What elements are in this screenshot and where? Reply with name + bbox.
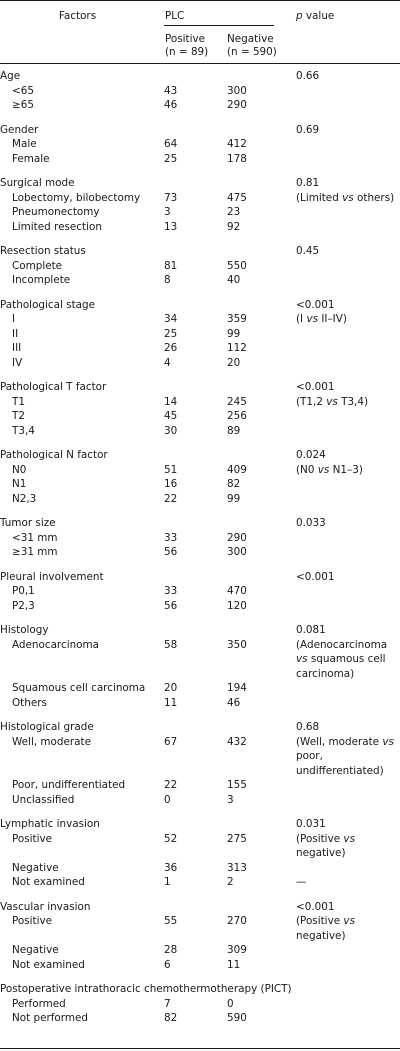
- factor-p-value: 0.031: [296, 818, 326, 830]
- positive-count: 25: [164, 152, 178, 165]
- header-positive: [165, 33, 208, 59]
- factor-group: [0, 720, 400, 807]
- table-row: [0, 312, 400, 327]
- table-row: [0, 943, 400, 958]
- negative-count: 99: [227, 492, 241, 505]
- negative-count: 409: [227, 463, 247, 476]
- row-label: Not examined: [12, 958, 85, 971]
- factor-group: [0, 380, 400, 438]
- table-row: [0, 681, 400, 696]
- header-negative: [227, 33, 277, 59]
- positive-count: 82: [164, 1012, 178, 1024]
- factor-header-row: [0, 623, 400, 638]
- negative-count: 3: [227, 793, 234, 806]
- negative-count: 275: [227, 832, 247, 845]
- factor-title: Histological grade: [0, 721, 94, 733]
- row-note: (Adenocarcinoma vs squamous cell carcinoma): [296, 638, 388, 680]
- factor-title: Age: [0, 70, 21, 82]
- table-row: [0, 875, 400, 890]
- header-negative-n: (n = 590): [227, 46, 277, 58]
- header-negative-label: Negative: [227, 33, 274, 45]
- negative-count: 290: [227, 531, 247, 544]
- factor-header-row: [0, 982, 400, 997]
- positive-count: 25: [164, 327, 178, 340]
- table-row: [0, 477, 400, 492]
- row-label: T2: [12, 410, 25, 422]
- table-row: [0, 997, 400, 1012]
- positive-count: 0: [164, 793, 171, 806]
- positive-count: 45: [164, 410, 178, 422]
- positive-count: 3: [164, 206, 171, 218]
- negative-count: 300: [227, 546, 247, 558]
- row-label: N1: [12, 478, 27, 490]
- factor-title: Pathological N factor: [0, 449, 108, 461]
- factor-header-row: [0, 720, 400, 735]
- factor-p-value: 0.68: [296, 721, 320, 733]
- positive-count: 22: [164, 492, 178, 505]
- row-label: Female: [12, 152, 50, 165]
- negative-count: 309: [227, 944, 247, 956]
- row-label: II: [12, 327, 19, 340]
- negative-count: 550: [227, 259, 247, 272]
- factor-title: Gender: [0, 123, 39, 136]
- negative-count: 112: [227, 342, 247, 354]
- factor-header-row: [0, 380, 400, 395]
- row-label: III: [12, 342, 22, 354]
- negative-count: 11: [227, 958, 241, 971]
- factor-title: Pleural involvement: [0, 570, 104, 583]
- row-label: Unclassified: [12, 793, 75, 806]
- factor-group: [0, 982, 400, 1026]
- table-row: [0, 599, 400, 614]
- header-plc: PLC: [165, 10, 185, 22]
- table-row: [0, 492, 400, 507]
- table-row: [0, 205, 400, 220]
- negative-count: 89: [227, 424, 241, 437]
- negative-count: 92: [227, 220, 241, 233]
- row-label: Well, moderate: [12, 735, 92, 748]
- positive-count: 34: [164, 313, 178, 325]
- factor-group: [0, 298, 400, 371]
- table-row: [0, 395, 400, 410]
- positive-count: 28: [164, 944, 178, 956]
- row-label: T1: [12, 395, 25, 408]
- factor-header-row: [0, 516, 400, 531]
- header-bottom-rule: [0, 63, 400, 64]
- factor-group: [0, 817, 400, 890]
- positive-count: 26: [164, 342, 178, 354]
- table-row: [0, 463, 400, 478]
- factor-p-value: 0.081: [296, 624, 326, 636]
- factor-title: Pathological T factor: [0, 381, 107, 393]
- positive-count: 67: [164, 735, 178, 748]
- row-label: I: [12, 313, 16, 325]
- negative-count: 178: [227, 152, 247, 165]
- negative-count: 300: [227, 84, 247, 97]
- row-label: Negative: [12, 944, 59, 956]
- factor-p-value: <0.001: [296, 381, 335, 393]
- negative-count: 99: [227, 327, 241, 340]
- row-label: N2,3: [12, 492, 37, 505]
- table-row: [0, 424, 400, 439]
- positive-count: 33: [164, 531, 178, 544]
- negative-count: 120: [227, 599, 247, 612]
- positive-count: 73: [164, 191, 178, 204]
- factor-group: [0, 623, 400, 710]
- positive-count: 81: [164, 259, 178, 272]
- table-row: [0, 958, 400, 973]
- row-note: (Well, moderate vs poor, undifferentiated): [296, 735, 394, 777]
- negative-count: 313: [227, 861, 247, 874]
- positive-count: 20: [164, 682, 178, 694]
- factor-header-row: [0, 298, 400, 313]
- factor-group: [0, 176, 400, 234]
- factor-header-row: [0, 817, 400, 832]
- factor-group: [0, 69, 400, 113]
- row-label: <31 mm: [12, 531, 58, 544]
- table-row: [0, 220, 400, 235]
- row-note: (Positive vs negative): [296, 832, 355, 859]
- table-row: [0, 356, 400, 371]
- factor-header-row: [0, 448, 400, 463]
- factor-p-value: 0.66: [296, 70, 320, 82]
- negative-count: 470: [227, 585, 247, 597]
- negative-count: 82: [227, 478, 241, 490]
- table-row: [0, 152, 400, 167]
- table-row: [0, 259, 400, 274]
- negative-count: 590: [227, 1012, 247, 1024]
- factor-p-value: 0.033: [296, 517, 326, 529]
- negative-count: 46: [227, 696, 241, 709]
- positive-count: 11: [164, 696, 178, 709]
- table-row: [0, 584, 400, 599]
- positive-count: 7: [164, 997, 171, 1010]
- positive-count: 22: [164, 779, 178, 791]
- row-label: Poor, undifferentiated: [12, 779, 126, 791]
- positive-count: 6: [164, 958, 171, 971]
- factor-header-row: [0, 69, 400, 84]
- positive-count: 30: [164, 424, 178, 437]
- row-label: Performed: [12, 997, 66, 1010]
- row-label: Pneumonectomy: [12, 206, 100, 218]
- factor-group: [0, 570, 400, 614]
- positive-count: 33: [164, 585, 178, 597]
- table-row: [0, 793, 400, 808]
- table-row: [0, 531, 400, 546]
- factor-group: [0, 900, 400, 973]
- row-label: T3,4: [12, 424, 35, 437]
- row-label: Squamous cell carcinoma: [12, 682, 146, 694]
- table-row: [0, 273, 400, 288]
- negative-count: 20: [227, 356, 241, 369]
- positive-count: 55: [164, 915, 178, 927]
- factor-title: Histology: [0, 624, 49, 636]
- negative-count: 2: [227, 876, 234, 888]
- positive-count: 56: [164, 546, 178, 558]
- negative-count: 475: [227, 191, 247, 204]
- negative-count: 245: [227, 395, 247, 408]
- positive-count: 36: [164, 861, 178, 874]
- positive-count: 16: [164, 478, 178, 490]
- factor-p-value: <0.001: [296, 900, 335, 913]
- positive-count: 43: [164, 84, 178, 97]
- factor-title: Vascular invasion: [0, 900, 91, 913]
- row-label: N0: [12, 463, 27, 476]
- factor-group: [0, 244, 400, 288]
- table-row: [0, 696, 400, 711]
- table-bottom-rule: [0, 1048, 400, 1049]
- table-row: [0, 84, 400, 99]
- row-label: <65: [12, 84, 34, 97]
- factor-p-value: <0.001: [296, 298, 335, 311]
- row-note: (T1,2 vs T3,4): [296, 395, 369, 408]
- row-label: ≥65: [12, 99, 34, 111]
- factor-group: [0, 123, 400, 167]
- negative-count: 256: [227, 410, 247, 422]
- positive-count: 1: [164, 876, 171, 888]
- table-row: [0, 778, 400, 793]
- plc-header-rule: [164, 25, 274, 26]
- negative-count: 290: [227, 99, 247, 111]
- factor-header-row: [0, 123, 400, 138]
- table-row: [0, 735, 400, 779]
- factor-title: Pathological stage: [0, 298, 96, 311]
- positive-count: 58: [164, 638, 178, 651]
- positive-count: 52: [164, 832, 178, 845]
- table-row: [0, 861, 400, 876]
- row-label: Not performed: [12, 1012, 88, 1024]
- header-p-rest: value: [302, 10, 335, 22]
- table-body: [0, 69, 400, 1036]
- row-label: P2,3: [12, 599, 35, 612]
- table-row: [0, 832, 400, 861]
- table-top-rule: [0, 0, 400, 1]
- positive-count: 14: [164, 395, 178, 408]
- factor-title: Lymphatic invasion: [0, 818, 100, 830]
- factor-p-value: <0.001: [296, 570, 335, 583]
- negative-count: 155: [227, 779, 247, 791]
- row-label: Negative: [12, 861, 59, 874]
- table-row: [0, 1011, 400, 1026]
- row-label: Complete: [12, 259, 63, 272]
- header-factors: Factors: [58, 10, 97, 22]
- row-label: Adenocarcinoma: [12, 638, 100, 651]
- header-p-value: [296, 10, 334, 23]
- row-label: IV: [12, 356, 23, 369]
- row-note: (N0 vs N1–3): [296, 463, 363, 476]
- factor-header-row: [0, 244, 400, 259]
- row-note: (I vs II–IV): [296, 313, 347, 325]
- factor-title: Postoperative intrathoracic chemothermotherapy (PICT): [0, 983, 292, 995]
- positive-count: 64: [164, 138, 178, 150]
- table-row: [0, 341, 400, 356]
- negative-count: 23: [227, 206, 241, 218]
- row-label: Limited resection: [12, 220, 102, 233]
- row-note: (Positive vs negative): [296, 915, 355, 942]
- header-positive-n: (n = 89): [165, 46, 209, 58]
- factor-group: [0, 448, 400, 506]
- row-label: Positive: [12, 915, 53, 927]
- negative-count: 40: [227, 274, 241, 286]
- positive-count: 51: [164, 463, 178, 476]
- factor-group: [0, 516, 400, 560]
- positive-count: 4: [164, 356, 171, 369]
- table-row: [0, 191, 400, 206]
- table-row: [0, 545, 400, 560]
- header-positive-label: Positive: [165, 33, 206, 45]
- row-label: Not examined: [12, 876, 85, 888]
- negative-count: 350: [227, 638, 247, 651]
- negative-count: 194: [227, 682, 247, 694]
- row-label: Positive: [12, 832, 53, 845]
- factor-title: Surgical mode: [0, 177, 75, 189]
- negative-count: 432: [227, 735, 247, 748]
- positive-count: 56: [164, 599, 178, 612]
- positive-count: 13: [164, 220, 178, 233]
- table-row: [0, 327, 400, 342]
- factor-header-row: [0, 176, 400, 191]
- factor-title: Tumor size: [0, 517, 56, 529]
- row-label: ≥31 mm: [12, 546, 58, 558]
- positive-count: 46: [164, 99, 178, 111]
- row-note: (Limited vs others): [296, 191, 395, 204]
- table-row: [0, 914, 400, 943]
- row-label: P0,1: [12, 585, 35, 597]
- factor-p-value: 0.024: [296, 449, 326, 461]
- factor-header-row: [0, 900, 400, 915]
- negative-count: 0: [227, 997, 234, 1010]
- positive-count: 8: [164, 274, 171, 286]
- row-label: Incomplete: [12, 274, 71, 286]
- table-row: [0, 137, 400, 152]
- row-note: —: [296, 876, 307, 888]
- table-row: [0, 409, 400, 424]
- negative-count: 270: [227, 915, 247, 927]
- factor-title: Resection status: [0, 245, 86, 257]
- row-label: Lobectomy, bilobectomy: [12, 191, 141, 204]
- factor-p-value: 0.45: [296, 245, 320, 257]
- header-p-italic: p: [296, 10, 303, 22]
- negative-count: 359: [227, 313, 247, 325]
- row-label: Male: [12, 138, 37, 150]
- table-row: [0, 638, 400, 682]
- factor-p-value: 0.81: [296, 177, 320, 189]
- negative-count: 412: [227, 138, 247, 150]
- factor-p-value: 0.69: [296, 123, 320, 136]
- table-row: [0, 98, 400, 113]
- factor-header-row: [0, 570, 400, 585]
- row-label: Others: [12, 696, 47, 709]
